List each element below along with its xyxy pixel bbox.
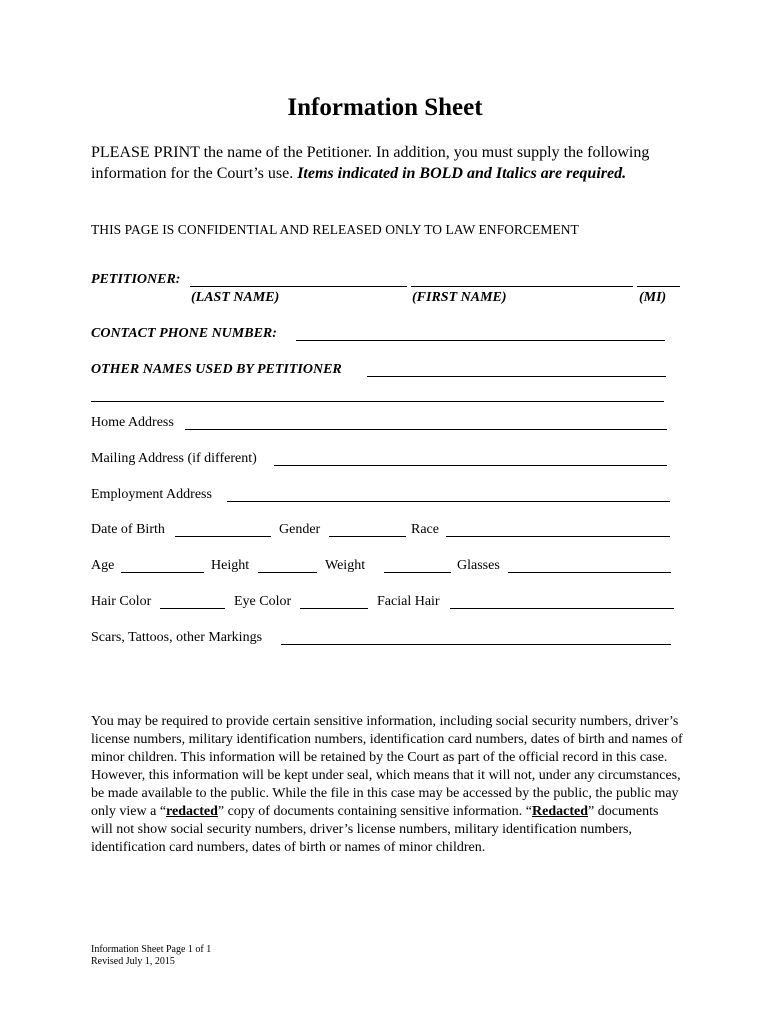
glasses-label: Glasses	[457, 558, 500, 573]
sensitive-information-notice	[91, 713, 683, 857]
redacted-term-2: Redacted	[532, 804, 589, 819]
redacted-term: redacted	[166, 804, 218, 819]
contact-phone-label: CONTACT PHONE NUMBER:	[91, 326, 277, 341]
age-line[interactable]	[121, 572, 204, 573]
confidential-notice: THIS PAGE IS CONFIDENTIAL AND RELEASED ONLY TO LAW ENFORCEMENT	[91, 222, 579, 237]
facial-hair-label: Facial Hair	[377, 594, 440, 609]
date-of-birth-line[interactable]	[175, 536, 271, 537]
notice-part-1: You may be required to provide certain sensitive information, including social security numbers, driver’s license numbers, military identification numbers, identification card numbers, dates of birth and names of minor children. This information will be retained by the Court as part of the official record in this case. However, this information will be kept under seal, which means that it will not, under any circumstances, be made available to the public. While the file in this case may be accessed by the public, the public may only view a “	[91, 714, 683, 819]
contact-phone-line[interactable]	[296, 340, 665, 341]
intro-emphasis: Items indicated in BOLD and Italics are required.	[297, 165, 627, 182]
last-name-caption: (LAST NAME)	[191, 290, 280, 305]
petitioner-first-name-line[interactable]	[411, 286, 633, 287]
home-address-line[interactable]	[185, 429, 667, 430]
scars-line[interactable]	[281, 644, 671, 645]
footer-revised-date: Revised July 1, 2015	[91, 956, 175, 967]
weight-line[interactable]	[384, 572, 451, 573]
notice-part-2: ” copy of documents containing sensitive information. “	[217, 804, 533, 819]
hair-color-line[interactable]	[160, 608, 225, 609]
footer	[91, 944, 211, 968]
mi-caption: (MI)	[639, 290, 667, 305]
petitioner-mi-line[interactable]	[637, 286, 680, 287]
employment-address-line[interactable]	[227, 501, 670, 502]
other-names-label: OTHER NAMES USED BY PETITIONER	[91, 362, 342, 377]
gender-label: Gender	[279, 522, 321, 537]
scars-label: Scars, Tattoos, other Markings	[91, 630, 263, 645]
date-of-birth-label: Date of Birth	[91, 522, 165, 537]
age-label: Age	[91, 558, 115, 573]
intro-text: PLEASE PRINT the name of the Petitioner. In addition, you must supply the following information for the Court’s use.	[91, 144, 650, 182]
other-names-line[interactable]	[367, 376, 666, 377]
petitioner-label: PETITIONER:	[91, 272, 181, 287]
footer-page-label: Information Sheet Page 1 of 1	[91, 944, 212, 955]
race-line[interactable]	[446, 536, 670, 537]
height-label: Height	[211, 558, 250, 573]
mailing-address-label: Mailing Address (if different)	[91, 451, 257, 466]
eye-color-label: Eye Color	[234, 594, 292, 609]
eye-color-line[interactable]	[300, 608, 368, 609]
notice-part-3: ” documents will not show social security numbers, driver’s license numbers, military identification numbers, identification card numbers, dates of birth or names of minor children.	[91, 804, 659, 855]
intro-paragraph	[91, 142, 691, 184]
petitioner-last-name-line[interactable]	[190, 286, 407, 287]
page-title: Information Sheet	[287, 94, 483, 121]
facial-hair-line[interactable]	[450, 608, 674, 609]
hair-color-label: Hair Color	[91, 594, 152, 609]
race-label: Race	[411, 522, 439, 537]
gender-line[interactable]	[329, 536, 406, 537]
mailing-address-line[interactable]	[274, 465, 667, 466]
glasses-line[interactable]	[508, 572, 671, 573]
weight-label: Weight	[325, 558, 366, 573]
first-name-caption: (FIRST NAME)	[412, 290, 507, 305]
employment-address-label: Employment Address	[91, 487, 212, 502]
other-names-line-2[interactable]	[91, 401, 664, 402]
height-line[interactable]	[258, 572, 317, 573]
home-address-label: Home Address	[91, 415, 174, 430]
